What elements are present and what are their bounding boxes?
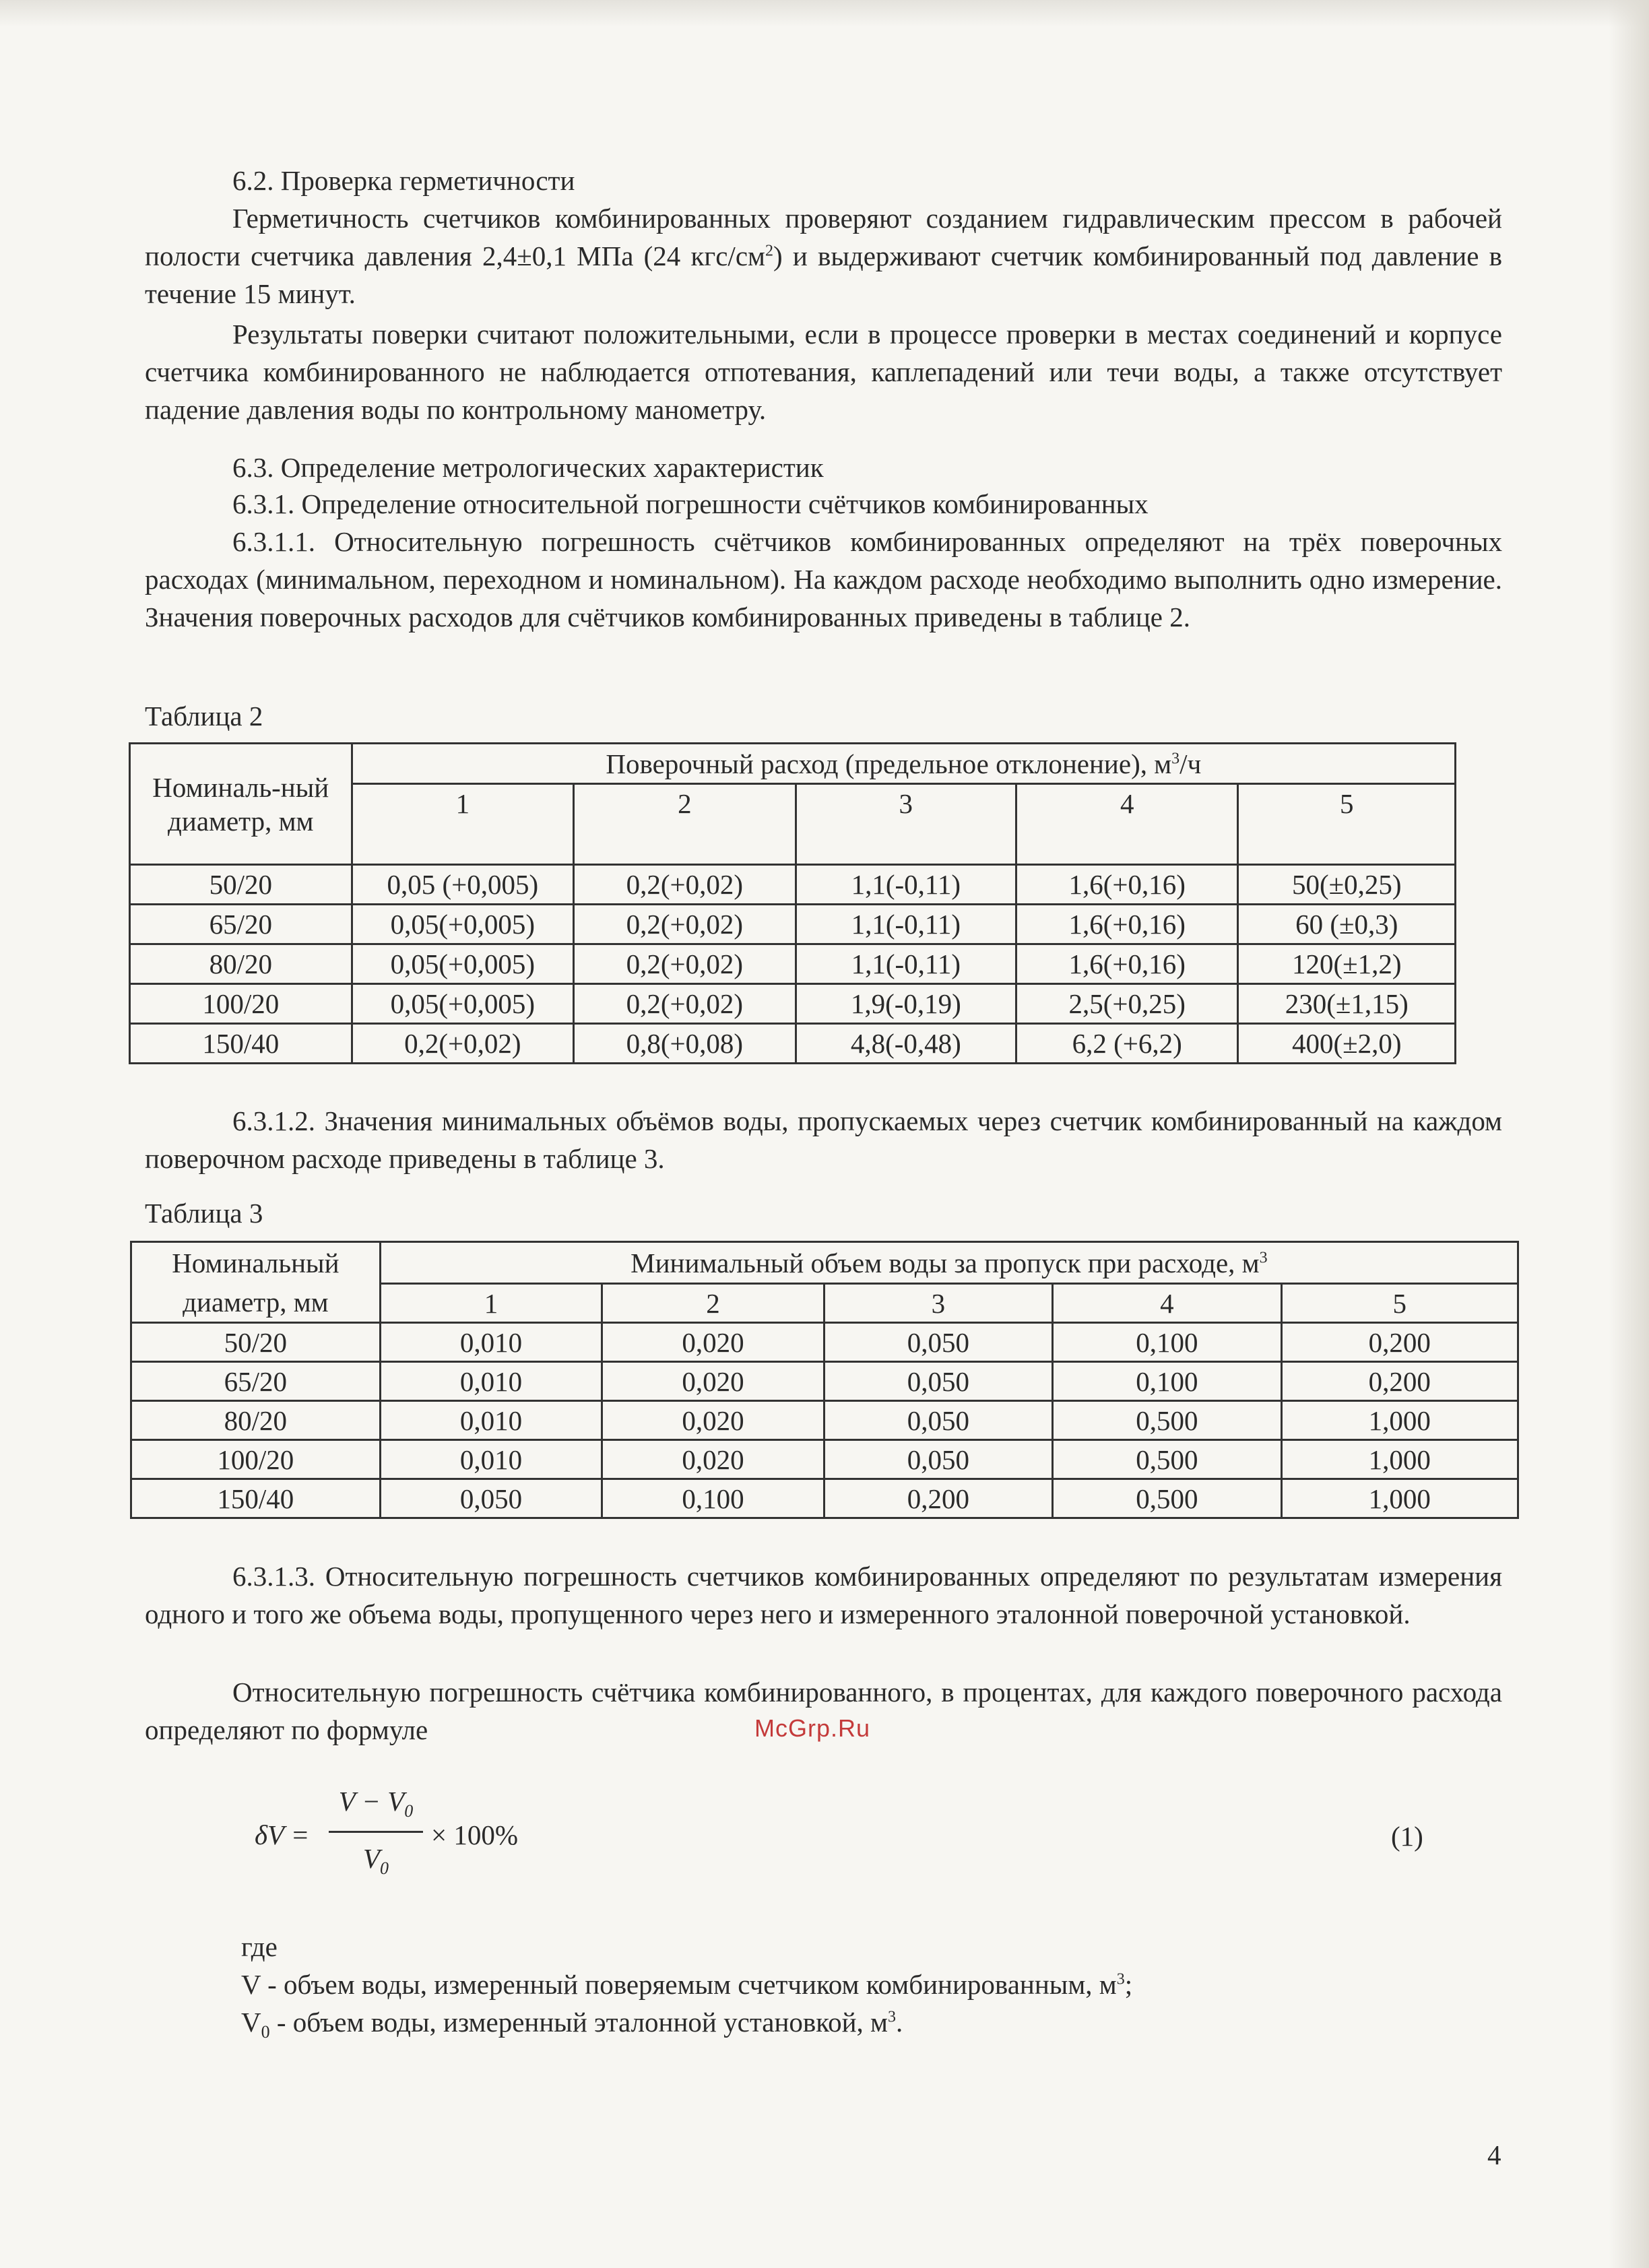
table-3-caption: Таблица 3	[145, 1198, 263, 1229]
table-3-volume-header: Минимальный объем воды за пропуск при расходе, $м^3$	[380, 1242, 1518, 1284]
table-cell: 0,020	[602, 1323, 824, 1362]
table-row	[130, 905, 1456, 944]
table-cell: 0,500	[1053, 1401, 1281, 1440]
table-cell: 150/40	[130, 1024, 352, 1064]
table-cell: 0,2(+0,02)	[574, 984, 796, 1024]
table-2-caption: Таблица 2	[145, 701, 263, 732]
scan-shadow-top	[0, 0, 1649, 27]
table-cell: 1,1(-0,11)	[796, 865, 1016, 905]
formula-intro-paragraph: Относительную погрешность счётчика комбинированного, в процентах, для каждого поверочного расхода определяют по формуле	[145, 1677, 1502, 1745]
table-row	[131, 1440, 1518, 1479]
equation-number: (1)	[1391, 1821, 1423, 1852]
table-cell: 80/20	[131, 1401, 381, 1440]
table-3-col-header: 2	[602, 1284, 824, 1323]
table-row	[131, 1479, 1518, 1518]
table-cell: 230(±1,15)	[1238, 984, 1456, 1024]
formula-lhs: δV =	[255, 1819, 310, 1850]
table-cell: 150/40	[131, 1479, 381, 1518]
where-label: где	[241, 1931, 278, 1962]
table-cell: 1,9(-0,19)	[796, 984, 1016, 1024]
table-cell: 0,010	[380, 1323, 602, 1362]
table-2-col-header: 1	[352, 784, 574, 865]
table-3-col-header: 4	[1053, 1284, 1281, 1323]
scan-shadow-right	[1609, 0, 1649, 2268]
table-cell: 0,050	[824, 1401, 1052, 1440]
table-2-col-header: 4	[1016, 784, 1238, 865]
table-3-diameter-header: Номинальный диаметр, мм	[131, 1242, 381, 1323]
table-2-col-header: 3	[796, 784, 1016, 865]
table-2-flow-header: Поверочный расход (предельное отклонение), $м^3/ч$	[352, 744, 1455, 784]
table-row	[130, 944, 1456, 984]
table-cell: 1,1(-0,11)	[796, 905, 1016, 944]
formula-numerator: $V - V_0$	[338, 1786, 414, 1821]
table-cell: 0,2(+0,02)	[574, 865, 796, 905]
table-cell: 0,05 (+0,005)	[352, 865, 574, 905]
table-cell: 100/20	[130, 984, 352, 1024]
table-row	[131, 1401, 1518, 1440]
table-cell: 0,010	[380, 1401, 602, 1440]
formula-relative-error	[255, 1785, 659, 1886]
table-cell: 2,5(+0,25)	[1016, 984, 1238, 1024]
watermark: McGrp.Ru	[754, 1714, 871, 1742]
table-cell: 0,2(+0,02)	[574, 905, 796, 944]
section-6-2-paragraph-1: Герметичность счетчиков комбинированных проверяют созданием гидравлическим прессом в рабочей полости счетчика давления 2,4±0,1 МПа (24 кгс/$см^2$) и выдерживают счетчик комбинированный под давление в течение 15 минут.	[145, 203, 1502, 309]
definition-v0: $V_0$ - объем воды, измеренный эталонной установкой, $м^3$.	[241, 2007, 903, 2042]
table-3-col-header: 3	[824, 1284, 1052, 1323]
table-cell: 0,2(+0,02)	[352, 1024, 574, 1064]
section-6-2-heading: 6.2. Проверка герметичности	[232, 165, 575, 196]
section-6-3-heading: 6.3. Определение метрологических характеристик	[232, 452, 824, 483]
table-cell: 0,100	[1053, 1362, 1281, 1401]
table-cell: 50(±0,25)	[1238, 865, 1456, 905]
section-6-3-1-heading: 6.3.1. Определение относительной погрешности счётчиков комбинированных	[232, 488, 1149, 519]
table-3-col-header: 1	[380, 1284, 602, 1323]
table-cell: 80/20	[130, 944, 352, 984]
table-cell: 1,6(+0,16)	[1016, 944, 1238, 984]
table-cell: 1,000	[1281, 1479, 1518, 1518]
table-row	[130, 984, 1456, 1024]
table-cell: 65/20	[130, 905, 352, 944]
table-2	[129, 742, 1456, 1064]
table-cell: 0,05(+0,005)	[352, 944, 574, 984]
section-6-3-1-2-paragraph: 6.3.1.2. Значения минимальных объёмов воды, пропускаемых через счетчик комбинированный на каждом поверочном расходе приведены в таблице 3.	[145, 1105, 1502, 1174]
table-cell: 1,6(+0,16)	[1016, 905, 1238, 944]
table-cell: 60 (±0,3)	[1238, 905, 1456, 944]
table-cell: 120(±1,2)	[1238, 944, 1456, 984]
table-2-diameter-header: Номиналь-ный диаметр, мм	[130, 744, 352, 865]
table-row	[130, 865, 1456, 905]
table-cell: 6,2 (+6,2)	[1016, 1024, 1238, 1064]
section-6-3-1-1-paragraph: 6.3.1.1. Относительную погрешность счётчиков комбинированных определяют на трёх поверочных расходах (минимальном, переходном и номинальном). На каждом расходе необходимо выполнить одно измерение. Значения поверочных расходов для счётчиков комбинированных приведены в таблице 2.	[145, 526, 1502, 633]
table-cell: 0,020	[602, 1440, 824, 1479]
table-2-col-header: 2	[574, 784, 796, 865]
table-cell: 0,100	[1053, 1323, 1281, 1362]
formula-denominator: $V_0$	[362, 1843, 389, 1879]
table-cell: 1,000	[1281, 1401, 1518, 1440]
table-cell: 0,200	[1281, 1323, 1518, 1362]
formula-rhs: × 100%	[431, 1819, 519, 1850]
table-cell: 1,000	[1281, 1440, 1518, 1479]
table-cell: 0,010	[380, 1440, 602, 1479]
table-cell: 0,500	[1053, 1440, 1281, 1479]
table-cell: 0,200	[1281, 1362, 1518, 1401]
table-cell: 1,1(-0,11)	[796, 944, 1016, 984]
definition-v: V - объем воды, измеренный поверяемым счетчиком комбинированным, $м^3$;	[241, 1969, 1133, 2000]
section-6-3-1-3-paragraph: 6.3.1.3. Относительную погрешность счетчиков комбинированных определяют по результатам измерения одного и того же объема воды, пропущенного через него и измеренного эталонной поверочной установкой.	[145, 1561, 1502, 1629]
table-cell: 65/20	[131, 1362, 381, 1401]
table-2-col-header: 5	[1238, 784, 1456, 865]
table-cell: 0,100	[602, 1479, 824, 1518]
table-cell: 0,05(+0,005)	[352, 905, 574, 944]
table-cell: 0,050	[824, 1362, 1052, 1401]
formula-fraction-bar	[329, 1831, 423, 1833]
table-cell: 400(±2,0)	[1238, 1024, 1456, 1064]
table-3	[130, 1241, 1519, 1519]
section-6-2-paragraph-2: Результаты поверки считают положительными, если в процессе проверки в местах соединений и корпусе счетчика комбинированного не наблюдается отпотевания, каплепадений или течи воды, а также отсутствует падение давления воды по контрольному манометру.	[145, 319, 1502, 425]
table-cell: 4,8(-0,48)	[796, 1024, 1016, 1064]
table-cell: 0,050	[824, 1323, 1052, 1362]
table-cell: 0,200	[824, 1479, 1052, 1518]
table-cell: 50/20	[131, 1323, 381, 1362]
table-cell: 0,050	[824, 1440, 1052, 1479]
table-cell: 0,8(+0,08)	[574, 1024, 796, 1064]
table-cell: 1,6(+0,16)	[1016, 865, 1238, 905]
table-cell: 0,010	[380, 1362, 602, 1401]
table-cell: 0,05(+0,005)	[352, 984, 574, 1024]
table-cell: 100/20	[131, 1440, 381, 1479]
table-cell: 0,020	[602, 1362, 824, 1401]
table-cell: 0,500	[1053, 1479, 1281, 1518]
table-cell: 0,050	[380, 1479, 602, 1518]
page-number: 4	[1487, 2139, 1501, 2170]
table-cell: 50/20	[130, 865, 352, 905]
table-3-col-header: 5	[1281, 1284, 1518, 1323]
table-row	[131, 1323, 1518, 1362]
table-cell: 0,2(+0,02)	[574, 944, 796, 984]
table-row	[130, 1024, 1456, 1064]
table-cell: 0,020	[602, 1401, 824, 1440]
table-row	[131, 1362, 1518, 1401]
